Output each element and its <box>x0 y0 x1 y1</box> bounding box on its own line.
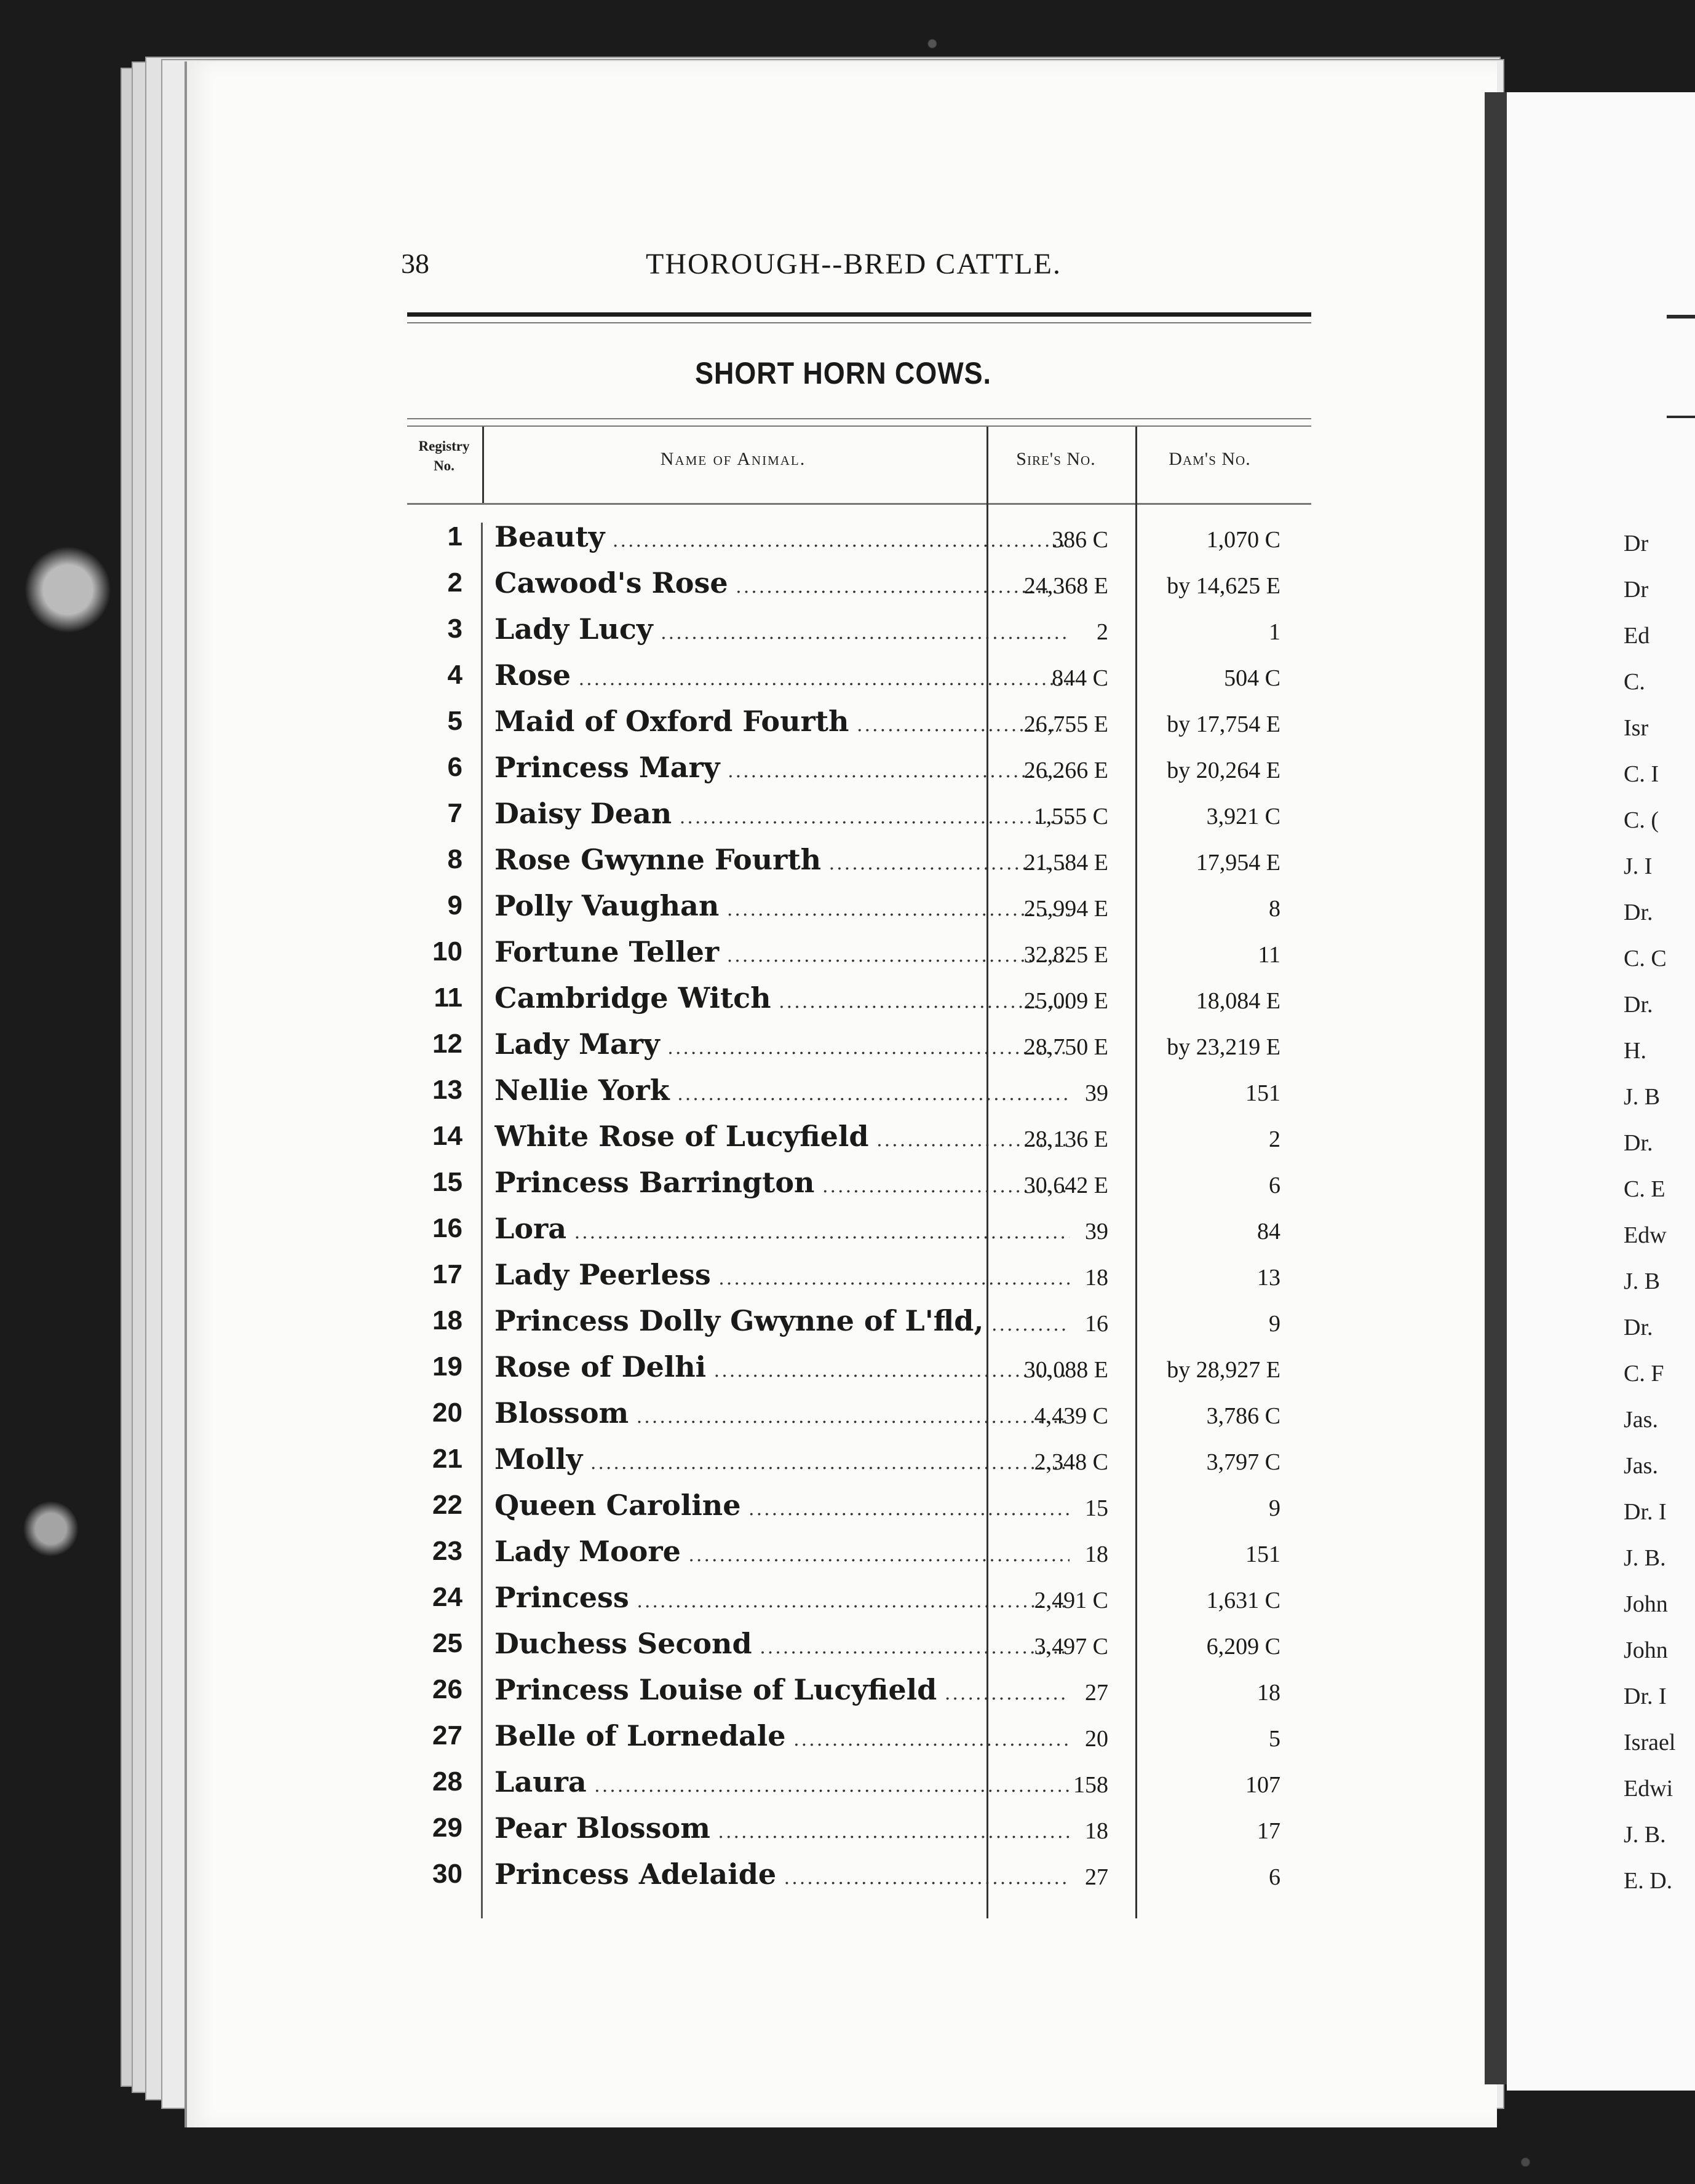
facing-page-text: E. D. <box>1624 1868 1673 1894</box>
cell-name: Lora ..... <box>494 1212 1070 1245</box>
facing-page-text: C. ( <box>1624 807 1659 833</box>
cell-dam: 6 <box>1269 1173 1280 1198</box>
facing-page-text: J. B <box>1624 1268 1661 1294</box>
facing-page-text: J. B <box>1624 1084 1661 1110</box>
cell-dam: 3,797 C <box>1206 1449 1280 1475</box>
cell-sire: 28,136 E <box>1023 1126 1108 1152</box>
facing-page-text: Dr. <box>1624 900 1653 925</box>
cell-name: Lady Lucy ..... <box>494 612 1070 646</box>
cell-reg: 16 <box>432 1213 462 1243</box>
facing-page-text: H. <box>1624 1038 1646 1064</box>
cell-name: Belle of Lornedale ..... <box>494 1719 1070 1752</box>
cell-reg: 10 <box>432 936 462 967</box>
cell-sire: 1,555 C <box>1034 804 1108 829</box>
facing-page-text: Jas. <box>1624 1453 1658 1479</box>
cell-sire: 844 C <box>1052 665 1108 691</box>
cell-name: Rose ..... <box>494 659 1070 692</box>
table-row <box>407 1162 1311 1208</box>
cell-name: Polly Vaughan ..... <box>494 889 1070 922</box>
facing-page-text: Edwi <box>1624 1776 1673 1802</box>
facing-page-text: C. <box>1624 669 1645 695</box>
table-row <box>407 1623 1311 1669</box>
cell-reg: 6 <box>447 752 462 782</box>
cell-reg: 22 <box>432 1490 462 1520</box>
book-spine <box>1485 92 1507 2084</box>
cell-dam: 17,954 E <box>1196 850 1280 876</box>
table-row <box>407 1208 1311 1254</box>
facing-page-text: Jas. <box>1624 1407 1658 1433</box>
table-row <box>407 1393 1311 1439</box>
cell-reg: 27 <box>432 1720 462 1751</box>
table-row <box>407 839 1311 885</box>
facing-page-text: C. C <box>1624 946 1667 971</box>
facing-page-text: C. F <box>1624 1361 1664 1387</box>
table-row <box>407 1300 1311 1347</box>
table-body <box>407 516 1311 1900</box>
cell-sire: 158 <box>1073 1772 1108 1798</box>
cell-name: Princess Louise of Lucyfield ..... <box>494 1673 1070 1706</box>
cell-name: Pear Blossom ..... <box>494 1811 1070 1845</box>
cell-reg: 3 <box>447 614 462 644</box>
cell-name: Maid of Oxford Fourth ..... <box>494 705 1070 738</box>
table-row <box>407 1669 1311 1715</box>
cell-dam: 1,070 C <box>1206 527 1280 553</box>
cell-sire: 26,266 E <box>1023 758 1108 783</box>
cell-name: Duchess Second ..... <box>494 1627 1070 1660</box>
facing-page-text: Dr. <box>1624 992 1653 1018</box>
facing-page-text: J. B. <box>1624 1822 1666 1848</box>
cell-dam: 9 <box>1269 1311 1280 1337</box>
header-registry-line1: Registry <box>418 438 470 454</box>
cell-reg: 13 <box>432 1075 462 1105</box>
cell-dam: 6 <box>1269 1864 1280 1890</box>
table-row <box>407 516 1311 563</box>
cell-sire: 39 <box>1085 1219 1108 1244</box>
facing-page-rule <box>1667 315 1695 318</box>
cell-reg: 24 <box>432 1582 462 1612</box>
facing-page-text: C. I <box>1624 761 1659 787</box>
cell-reg: 8 <box>447 844 462 874</box>
cell-dam: 504 C <box>1224 665 1280 691</box>
cell-name: Beauty ..... <box>494 520 1070 553</box>
facing-page-text: Dr <box>1624 531 1649 556</box>
cell-dam: 18,084 E <box>1196 988 1280 1014</box>
table-row <box>407 1485 1311 1531</box>
cell-sire: 2,348 C <box>1034 1449 1108 1475</box>
cell-dam: by 17,754 E <box>1167 711 1280 737</box>
cell-dam: 151 <box>1245 1541 1280 1567</box>
table-row <box>407 1715 1311 1762</box>
cell-reg: 30 <box>432 1859 462 1889</box>
cell-name: Lady Moore ..... <box>494 1535 1070 1568</box>
cell-reg: 29 <box>432 1813 462 1843</box>
cell-sire: 24,368 E <box>1023 573 1108 599</box>
cell-sire: 16 <box>1085 1311 1108 1337</box>
cell-reg: 20 <box>432 1398 462 1428</box>
cell-dam: 18 <box>1257 1680 1280 1706</box>
cell-reg: 28 <box>432 1767 462 1797</box>
cell-sire: 20 <box>1085 1726 1108 1752</box>
cell-reg: 2 <box>447 568 462 598</box>
facing-page-text: Ed <box>1624 623 1650 649</box>
cell-reg: 7 <box>447 798 462 828</box>
cell-reg: 25 <box>432 1628 462 1658</box>
cell-reg: 14 <box>432 1121 462 1151</box>
cell-reg: 19 <box>432 1351 462 1382</box>
cell-name: Princess Adelaide ..... <box>494 1858 1070 1891</box>
facing-page-text: Dr <box>1624 577 1649 603</box>
cell-dam: 84 <box>1257 1219 1280 1244</box>
table-row <box>407 701 1311 747</box>
cell-sire: 2 <box>1097 619 1108 645</box>
header-rule <box>407 312 1311 317</box>
header-dam-no: Dam's No. <box>1169 449 1251 469</box>
facing-page-text: Dr. I <box>1624 1684 1667 1709</box>
cell-sire: 26,755 E <box>1023 711 1108 737</box>
table-row <box>407 1577 1311 1623</box>
cell-dam: by 28,927 E <box>1167 1357 1280 1383</box>
cell-name: Rose of Delhi ..... <box>494 1350 1070 1383</box>
table-row <box>407 885 1311 932</box>
cell-sire: 32,825 E <box>1023 942 1108 968</box>
cell-name: Lady Mary ..... <box>494 1027 1070 1061</box>
cell-sire: 28,750 E <box>1023 1034 1108 1060</box>
cell-sire: 39 <box>1085 1080 1108 1106</box>
cell-sire: 27 <box>1085 1864 1108 1890</box>
cell-sire: 25,994 E <box>1023 896 1108 922</box>
running-title: THOROUGH--BRED CATTLE. <box>646 248 1062 280</box>
cell-sire: 21,584 E <box>1023 850 1108 876</box>
cell-reg: 11 <box>434 983 462 1013</box>
cell-dam: 3,786 C <box>1206 1403 1280 1429</box>
table-row <box>407 1024 1311 1070</box>
table-row <box>407 1116 1311 1162</box>
cell-reg: 4 <box>447 660 462 690</box>
cell-name: Fortune Teller ..... <box>494 935 1070 968</box>
cell-reg: 15 <box>432 1167 462 1197</box>
table-row <box>407 1347 1311 1393</box>
cell-name: Laura ..... <box>494 1765 1070 1798</box>
table-row <box>407 1854 1311 1900</box>
section-title: SHORT HORN COWS. <box>695 356 991 390</box>
cell-name: Princess Mary ..... <box>494 751 1070 784</box>
table-row <box>407 563 1311 609</box>
cell-name: Lady Peerless ..... <box>494 1258 1070 1291</box>
table-top-rule <box>407 418 1311 419</box>
cell-reg: 5 <box>447 706 462 736</box>
cell-reg: 12 <box>432 1029 462 1059</box>
table-row <box>407 1254 1311 1300</box>
cell-sire: 3,497 C <box>1034 1634 1108 1660</box>
cell-reg: 17 <box>432 1259 462 1289</box>
cell-name: Rose Gwynne Fourth ..... <box>494 843 1070 876</box>
table-row <box>407 932 1311 978</box>
cell-name: Cambridge Witch ..... <box>494 981 1070 1015</box>
cell-reg: 21 <box>432 1444 462 1474</box>
cell-dam: 9 <box>1269 1495 1280 1521</box>
table-header-rule <box>407 503 1311 505</box>
table-row <box>407 747 1311 793</box>
facing-page-rule <box>1667 416 1695 418</box>
cell-reg: 18 <box>432 1305 462 1335</box>
facing-page-text: Edw <box>1624 1222 1667 1248</box>
table-row <box>407 1070 1311 1116</box>
cell-dam: 1 <box>1269 619 1280 645</box>
cell-dam: 151 <box>1245 1080 1280 1106</box>
header-registry-line2: No. <box>434 458 455 473</box>
page-number: 38 <box>401 248 429 279</box>
cell-sire: 386 C <box>1052 527 1108 553</box>
cell-dam: 17 <box>1257 1818 1280 1844</box>
facing-page-text: Isr <box>1624 715 1649 741</box>
table-row <box>407 1762 1311 1808</box>
table-row <box>407 609 1311 655</box>
cell-dam: 107 <box>1245 1772 1280 1798</box>
cell-sire: 25,009 E <box>1023 988 1108 1014</box>
header-registry-no <box>407 437 481 476</box>
cell-sire: 15 <box>1085 1495 1108 1521</box>
cell-reg: 9 <box>447 890 462 920</box>
facing-page-text: Dr. I <box>1624 1499 1667 1525</box>
cell-name: Princess ..... <box>494 1581 1070 1614</box>
cell-reg: 26 <box>432 1674 462 1704</box>
cell-name: Nellie York ..... <box>494 1074 1070 1107</box>
cell-reg: 1 <box>447 521 462 552</box>
cell-sire: 18 <box>1085 1265 1108 1291</box>
table-top-rule <box>407 425 1311 427</box>
table-row <box>407 1808 1311 1854</box>
cell-dam: by 23,219 E <box>1167 1034 1280 1060</box>
cell-dam: 5 <box>1269 1726 1280 1752</box>
header-rule-thin <box>407 322 1311 323</box>
cell-reg: 23 <box>432 1536 462 1566</box>
facing-page-text: Dr. <box>1624 1130 1653 1156</box>
cell-name: White Rose of Lucyfield ..... <box>494 1120 1070 1153</box>
cell-dam: 8 <box>1269 896 1280 922</box>
facing-page-text: John <box>1624 1591 1668 1617</box>
table-row <box>407 1439 1311 1485</box>
facing-page-text: Israel <box>1624 1730 1676 1755</box>
cell-name: Princess Barrington ..... <box>494 1166 1070 1199</box>
cell-name: Molly ..... <box>494 1442 1070 1476</box>
cell-dam: 6,209 C <box>1206 1634 1280 1660</box>
facing-page-text: J. B. <box>1624 1545 1666 1571</box>
cell-dam: 3,921 C <box>1206 804 1280 829</box>
facing-page-text: John <box>1624 1637 1668 1663</box>
cell-dam: 11 <box>1258 942 1280 968</box>
cell-name: Blossom ..... <box>494 1396 1070 1430</box>
cell-name: Cawood's Rose ..... <box>494 566 1070 599</box>
table-row <box>407 655 1311 701</box>
cell-name: Princess Dolly Gwynne of L'fld, ..... <box>494 1304 1070 1337</box>
registry-table <box>407 418 1311 1925</box>
table-row <box>407 1531 1311 1577</box>
cell-dam: by 14,625 E <box>1167 573 1280 599</box>
facing-page-text: J. I <box>1624 853 1653 879</box>
header-name-of-animal: Name of Animal. <box>660 449 806 469</box>
facing-page-text: C. E <box>1624 1176 1665 1202</box>
cell-name: Queen Caroline ..... <box>494 1489 1070 1522</box>
table-row <box>407 978 1311 1024</box>
cell-dam: 2 <box>1269 1126 1280 1152</box>
cell-sire: 4,439 C <box>1034 1403 1108 1429</box>
cell-sire: 2,491 C <box>1034 1588 1108 1613</box>
cell-dam: 1,631 C <box>1206 1588 1280 1613</box>
table-row <box>407 793 1311 839</box>
cell-sire: 30,642 E <box>1023 1173 1108 1198</box>
cell-name: Daisy Dean ..... <box>494 797 1070 830</box>
header-sire-no: Sire's No. <box>1016 449 1096 469</box>
cell-dam: by 20,264 E <box>1167 758 1280 783</box>
cell-dam: 13 <box>1257 1265 1280 1291</box>
cell-sire: 18 <box>1085 1541 1108 1567</box>
cell-sire: 18 <box>1085 1818 1108 1844</box>
cell-sire: 30,088 E <box>1023 1357 1108 1383</box>
cell-sire: 27 <box>1085 1680 1108 1706</box>
facing-page-text: Dr. <box>1624 1315 1653 1340</box>
